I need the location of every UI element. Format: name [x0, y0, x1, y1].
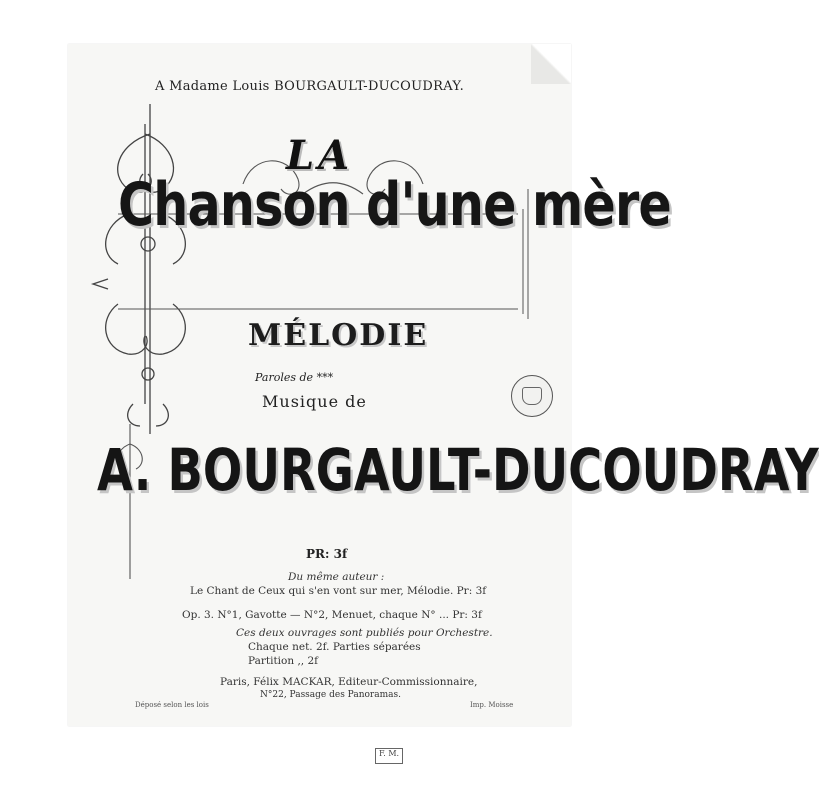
crown-shield-icon: [522, 387, 542, 405]
publisher-address: N°22, Passage des Panoramas.: [260, 690, 401, 700]
lyricist: Paroles de ***: [255, 371, 334, 384]
dedication: A Madame Louis BOURGAULT-DUCOUDRAY.: [154, 79, 465, 94]
footer-right: Imp. Moisse: [470, 701, 514, 709]
library-stamp: [511, 375, 553, 417]
other-work-2: Op. 3. N°1, Gavotte — N°2, Menuet, chaque N° ... Pr: 3f: [182, 609, 482, 621]
footer-left: Déposé selon les lois: [135, 701, 209, 709]
price: PR: 3f: [306, 547, 348, 561]
composer-name: A. BOURGAULT-DUCOUDRAY: [97, 436, 819, 504]
title-article: LA: [286, 132, 354, 179]
other-work-1: Le Chant de Ceux qui s'en vont sur mer, Mélodie. Pr: 3f: [190, 585, 487, 597]
parts-line-2: Partition ,, 2f: [248, 655, 319, 667]
parts-line-1: Chaque net. 2f. Parties séparées: [248, 641, 421, 653]
music-by: Musique de: [262, 392, 367, 411]
collection-mark: F. M.: [375, 748, 403, 764]
same-author-heading: Du même auteur :: [288, 571, 385, 583]
publisher: Paris, Félix MACKAR, Editeur-Commissionnaire,: [220, 676, 478, 688]
orchestra-note: Ces deux ouvrages sont publiés pour Orchestre.: [236, 627, 493, 639]
song-title: Chanson d'une mère: [118, 170, 671, 240]
subtitle: MÉLODIE: [248, 318, 429, 353]
